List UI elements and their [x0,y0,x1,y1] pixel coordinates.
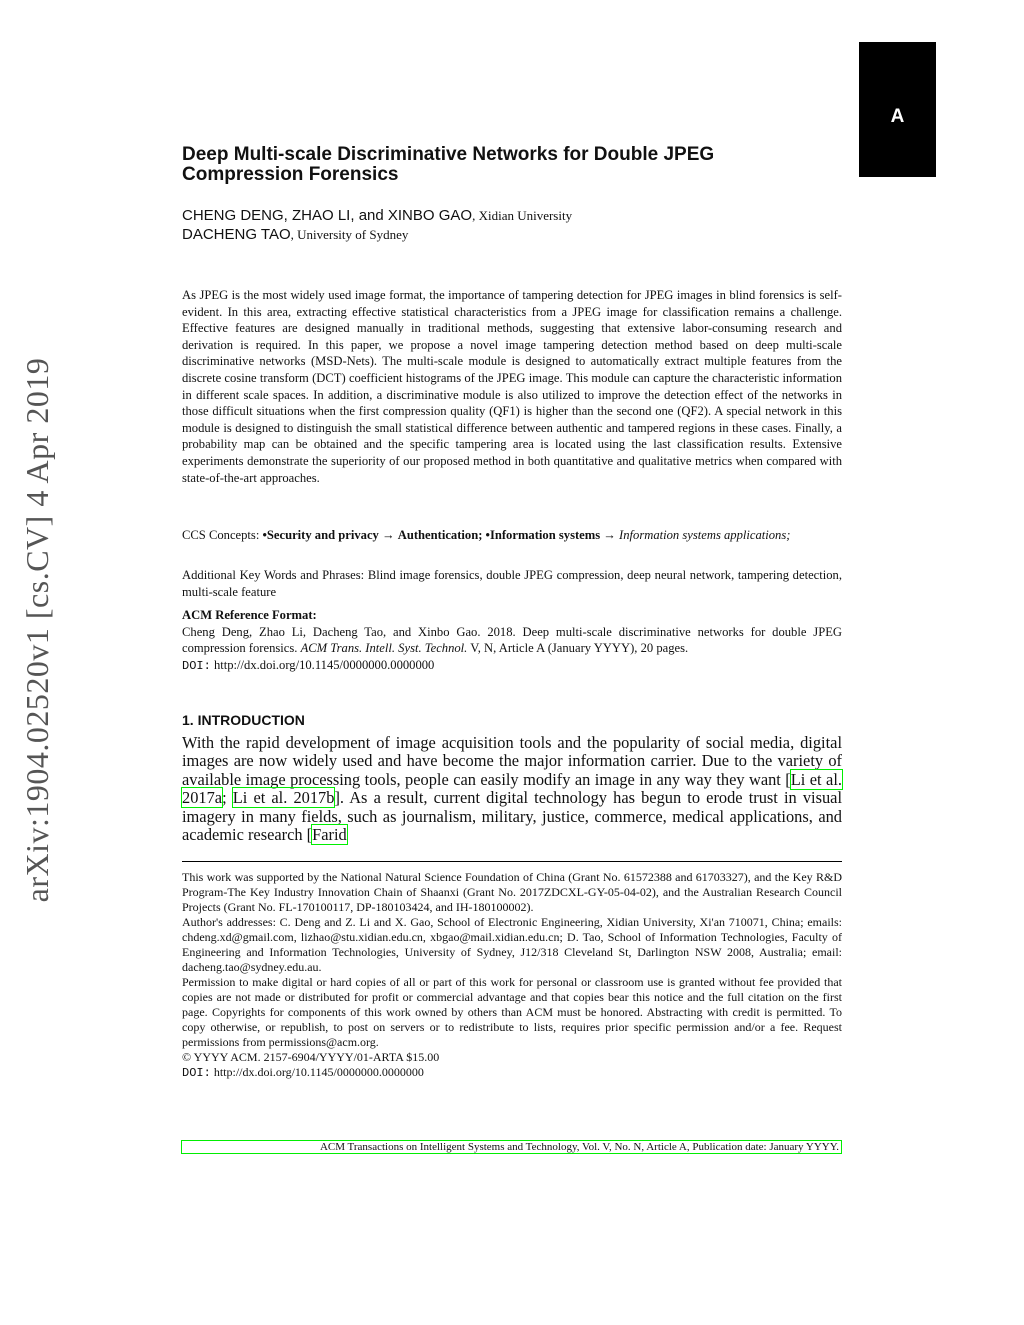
author-affiliation-1: , Xidian University [472,208,573,223]
footnote-addresses: Author's addresses: C. Deng and Z. Li and X. Gao, School of Electronic Engineering, Xidian University, Xi'an 710071, China; emails: chdeng.xd@gmail.com, lizhao@stu.xidian.edu.cn, xbgao@mail.xidian.edu.cn; D. Tao, School of Information Technologies, Faculty of Engineering and Information Technologies, University of Sydney, J12/318 Cleveland St, Darlington NSW 2008, Australia; email: dacheng.tao@sydney.edu.au. [182,915,842,974]
article-letter-tab: A [859,42,936,177]
footnote-doi [182,1065,842,1081]
ccs-arrow-2: → [600,528,620,542]
paper-title [182,145,802,185]
intro-text-b: ]. As a result, current digital technology has begun to erode trust in visual imagery in many fields, such as journalism, military, justice, commerce, medical applications, and academic research [ [182,788,842,845]
ccs-label: CCS Concepts: [182,528,263,542]
ccs-item-info-apps: Information systems applications; [619,528,791,542]
footnote-divider [182,861,842,862]
citation-separator: ; [222,788,233,808]
title-line-2: Compression Forensics [182,164,399,185]
citation-link-li-2017b[interactable]: Li et al. 2017b [232,788,335,808]
author-names-2: DACHENG TAO [182,226,291,243]
keywords: Additional Key Words and Phrases: Blind image forensics, double JPEG compression, deep neural network, tampering detection, multi-scale feature [182,568,842,599]
running-footer-link[interactable]: ACM Transactions on Intelligent Systems and Technology, Vol. V, No. N, Article A, Publication date: January YYYY. [181,1140,842,1154]
acm-ref-text-b: V, N, Article A (January YYYY), 20 pages. [467,641,689,656]
citation-link-farid[interactable]: Farid [312,825,347,845]
acm-reference-format [182,607,842,674]
acm-reference-text [182,624,842,657]
ccs-item-info-systems: •Information systems [485,528,601,542]
title-line-1: Deep Multi-scale Discriminative Networks for Double JPEG [182,144,715,165]
doi-link[interactable]: http://dx.doi.org/10.1145/0000000.0000000 [210,657,435,672]
author-affiliation-2: , University of Sydney [290,227,409,242]
author-line-2 [182,225,842,244]
ccs-arrow-1: → [378,528,398,542]
author-line-1 [182,206,842,225]
abstract: As JPEG is the most widely used image format, the importance of tampering detection for JPEG images in blind forensics is self-evident. In this area, extracting effective statistical characteristics from a JPEG image for classification remains a challenge. Effective features are designed manually in traditional methods, suggesting that extensive labor-consuming research and derivation is required. In this paper, we propose a novel image tampering detection method based on deep multi-scale discriminative networks (MSD-Nets). The multi-scale module is designed to automatically extract multiple features from the discrete cosine transform (DCT) coefficient histograms of the JPEG image. This module can capture the characteristic information in different scale spaces. In addition, a discriminative module is also utilized to improve the detection effect of the networks in those difficult situations when the first compression quality (QF1) is higher than the second one (QF2). A special network in this module is designed to distinguish the small statistical difference between authentic and tampered regions in these cases. Finally, a probability map can be obtained and the specific tampering area is located using the last classification results. Extensive experiments demonstrate the superiority of our proposed method in both quantitative and qualitative metrics when compared with state-of-the-art approaches. [182,288,842,485]
citation-link-li-2017a[interactable]: Li et al. 2017a [182,769,842,808]
footnote-funding: This work was supported by the National Natural Science Foundation of China (Grant No. 61572388 and 61703327), and the Key R&D Program-The Key Industry Innovation Chain of Shaanxi (Grant No. 2017ZDCXL-GY-05-04-02), and the Australian Research Council Projects (Grant No. FL-170100117, DP-180103424, and IH-180100002). [182,870,842,914]
footnote-permission: Permission to make digital or hard copies of all or part of this work for personal or classroom use is granted without fee provided that copies are not made or distributed for profit or commercial advantage and that copies bear this notice and the full citation on the first page. Copyrights for components of this work owned by others than ACM must be honored. Abstracting with credit is permitted. To copy otherwise, or republish, to post on servers or to redistribute to lists, requires prior specific permission and/or a fee. Request permissions from permissions@acm.org. [182,975,842,1049]
intro-text-a: With the rapid development of image acquisition tools and the popularity of social media, digital images are now widely used and have become the major information carrier. Due to the variety of available image processing tools, people can easily modify an image in any way they want [ [182,733,842,789]
doi-label: DOI: [182,658,211,673]
acm-ref-journal: ACM Trans. Intell. Syst. Technol. [300,641,468,656]
ccs-item-authentication: Authentication; [397,528,486,542]
introduction-paragraph [182,734,842,844]
ccs-concepts [182,527,842,544]
author-names-1: CHENG DENG, ZHAO LI, and XINBO GAO [182,207,473,224]
acm-ref-doi [182,657,842,675]
footnote-copyright: © YYYY ACM. 2157-6904/YYYY/01-ARTA $15.00 [182,1050,440,1064]
acm-ref-text-a: Cheng Deng, Zhao Li, Dacheng Tao, and Xinbo Gao. 2018. Deep multi-scale discriminative networks for double JPEG compression forensics. [182,624,842,656]
footnotes [182,870,842,1081]
author-block [182,206,842,244]
footnote-doi-label: DOI: [182,1066,211,1080]
section-heading-introduction: 1. INTRODUCTION [182,712,305,728]
footnote-doi-link[interactable]: http://dx.doi.org/10.1145/0000000.0000000 [210,1065,424,1079]
ccs-item-security: •Security and privacy [262,528,379,542]
acm-reference-heading: ACM Reference Format: [182,608,317,622]
arxiv-stamp: arXiv:1904.02520v1 [cs.CV] 4 Apr 2019 [19,357,55,903]
